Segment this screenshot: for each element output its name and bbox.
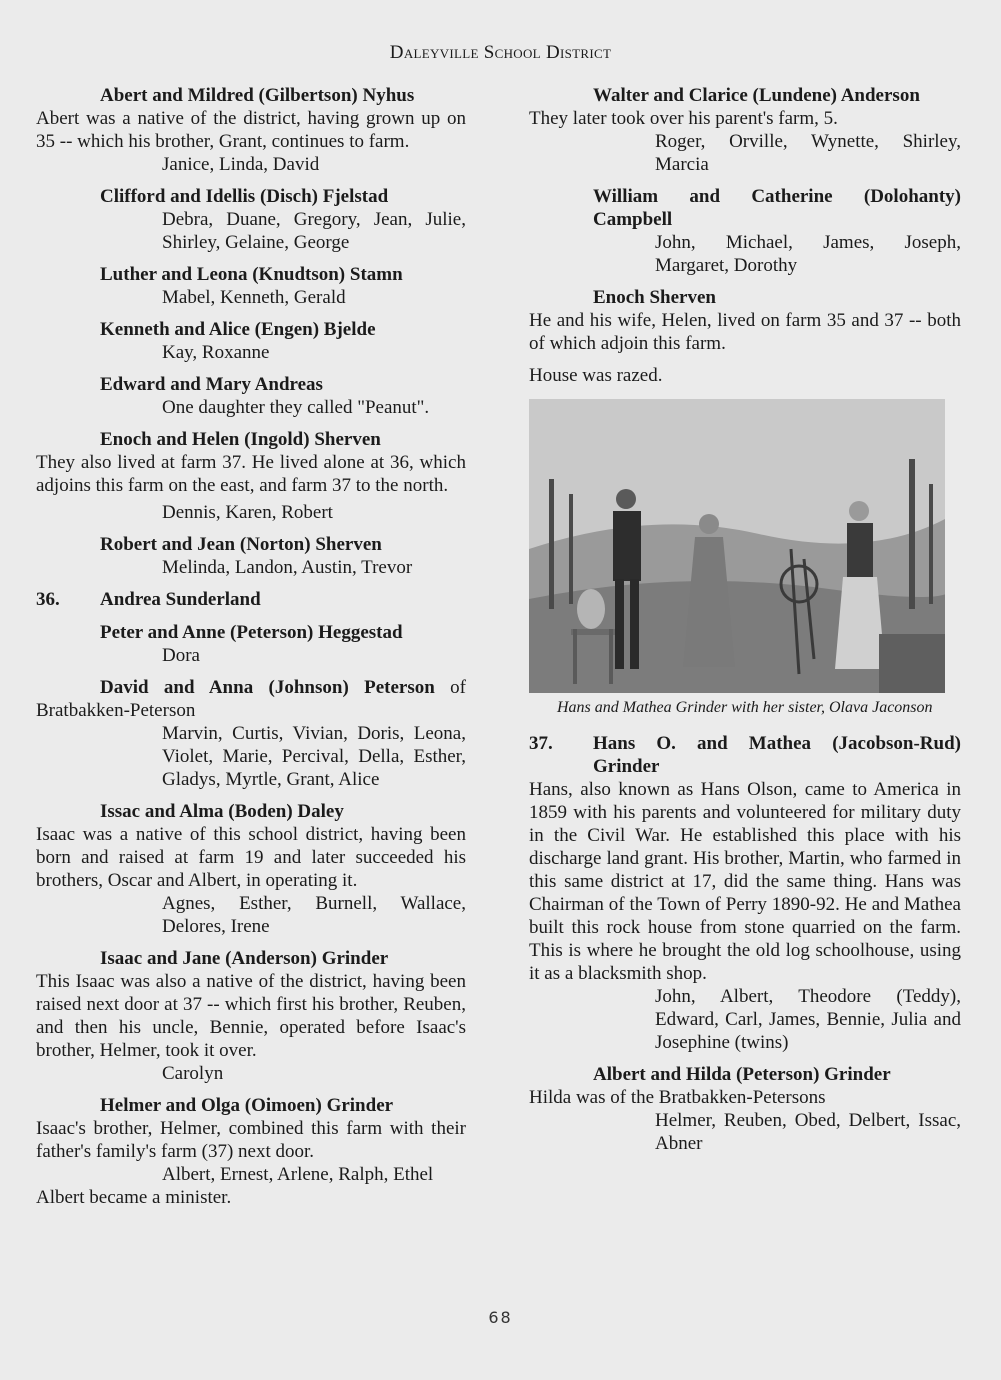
children-list: Marvin, Curtis, Vivian, Doris, Leona, Violet, Marie, Percival, Della, Esther, Gladys, Myrtle, Grant, Alice — [162, 723, 466, 790]
family-heading: Clifford and Idellis (Disch) Fjelstad — [100, 186, 389, 207]
family-heading: Luther and Leona (Knudtson) Stamn — [100, 264, 403, 285]
family-text: Isaac was a native of this school district, having been born and raised at farm 19 and later succeeded his brothers, Oscar and Albert, in operating it. — [36, 824, 466, 891]
farm-number: 36. — [36, 589, 60, 610]
children-list: Debra, Duane, Gregory, Jean, Julie, Shirley, Gelaine, George — [162, 209, 466, 253]
children-list: Mabel, Kenneth, Gerald — [162, 287, 346, 308]
children-list: Kay, Roxanne — [162, 342, 270, 363]
children-list: Dora — [162, 645, 200, 666]
family-heading: Abert and Mildred (Gilbertson) Nyhus — [100, 85, 415, 106]
farm-number: 37. — [529, 733, 553, 754]
family-heading: Helmer and Olga (Oimoen) Grinder — [100, 1095, 394, 1116]
family-heading: Isaac and Jane (Anderson) Grinder — [100, 948, 389, 969]
children-list: John, Albert, Theodore (Teddy), Edward, Carl, James, Bennie, Julia and Josephine (twins) — [655, 986, 961, 1053]
family-heading: Enoch Sherven — [593, 287, 716, 308]
family-heading: Enoch and Helen (Ingold) Sherven — [100, 429, 381, 450]
right-column — [529, 84, 961, 1155]
children-list: Agnes, Esther, Burnell, Wallace, Delores, Irene — [162, 893, 466, 937]
left-column — [36, 84, 466, 1209]
family-text: Abert was a native of the district, having grown up on 35 -- which his brother, Grant, continues to farm. — [36, 108, 466, 152]
historic-photo — [529, 399, 945, 693]
family-heading-line2: Bratbakken-Peterson — [36, 700, 196, 721]
photo-caption: Hans and Mathea Grinder with her sister, Olava Jaconson — [557, 699, 933, 716]
family-heading-names: David and Anna (Johnson) Peterson — [100, 677, 435, 698]
children-list: John, Michael, James, Joseph, Margaret, Dorothy — [655, 232, 961, 276]
farm-entry-heading — [529, 732, 961, 778]
family-heading-suffix: of — [434, 677, 466, 698]
children-list: Dennis, Karen, Robert — [162, 502, 333, 523]
family-text: House was razed. — [529, 365, 663, 386]
family-heading: Robert and Jean (Norton) Sherven — [100, 534, 382, 555]
family-text: This Isaac was also a native of the district, having been raised next door at 37 -- which first his brother, Reuben, and then his uncle, Bennie, operated before Isaac's brother, Helmer, took it over. — [36, 971, 466, 1061]
family-text: Hans, also known as Hans Olson, came to America in 1859 with his parents and volunteered for military duty in the Civil War. He established this place with his discharge land grant. His brother, Martin, who farmed in this same district at 17, did the same thing. Hans was Chairman of the Town of Perry 1890-92. He and Mathea built this rock house from stone quarried on the farm. This is where he brought the old log schoolhouse, using it as a blacksmith shop. — [529, 779, 961, 984]
family-note: Albert became a minister. — [36, 1187, 232, 1208]
family-heading: Edward and Mary Andreas — [100, 374, 323, 395]
family-heading: Walter and Clarice (Lundene) Anderson — [593, 85, 920, 106]
farm-owner: Hans O. and Mathea (Jacobson-Rud) Grinder — [593, 733, 961, 777]
children-list: One daughter they called "Peanut". — [162, 397, 430, 418]
children-list: Janice, Linda, David — [162, 154, 320, 175]
family-text: Hilda was of the Bratbakken-Petersons — [529, 1087, 826, 1108]
children-list: Helmer, Reuben, Obed, Delbert, Issac, Abner — [655, 1110, 961, 1154]
family-heading: William and Catherine (Dolohanty) Campbell — [593, 186, 961, 230]
family-heading: Albert and Hilda (Peterson) Grinder — [593, 1064, 891, 1085]
family-text: They later took over his parent's farm, 5. — [529, 108, 838, 129]
page-header: Daleyville School District — [389, 42, 612, 63]
children-list: Albert, Ernest, Arlene, Ralph, Ethel — [162, 1164, 434, 1185]
family-heading: Issac and Alma (Boden) Daley — [100, 801, 344, 822]
family-text: He and his wife, Helen, lived on farm 35 and 37 -- both of which adjoin this farm. — [529, 310, 961, 354]
children-list: Melinda, Landon, Austin, Trevor — [162, 557, 413, 578]
family-heading: Kenneth and Alice (Engen) Bjelde — [100, 319, 376, 340]
family-text: They also lived at farm 37. He lived alone at 36, which adjoins this farm on the east, and farm 37 to the north. — [36, 452, 466, 496]
page-number: 68 — [488, 1308, 513, 1327]
children-list: Carolyn — [162, 1063, 224, 1084]
children-list: Roger, Orville, Wynette, Shirley, Marcia — [655, 131, 961, 175]
photo-illustration — [529, 399, 945, 693]
farm-entry-heading — [36, 588, 466, 611]
farm-owner: Andrea Sunderland — [100, 589, 261, 610]
family-heading — [36, 676, 466, 699]
family-heading: Peter and Anne (Peterson) Heggestad — [100, 622, 403, 643]
family-text: Isaac's brother, Helmer, combined this farm with their father's family's farm (37) next door. — [36, 1118, 466, 1162]
